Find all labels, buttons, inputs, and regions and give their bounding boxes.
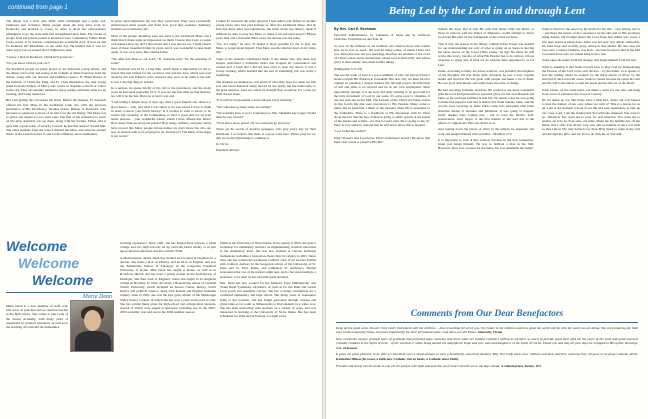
comment-text: Keep up the good work. You are truly God's instrument with the children. ...how rewarding for all of you. Our future is the children and how great the world will be with the work you are doing. You are preparing the little ones in this temporary home, but more importantly for their permanent home. God bless you all! Peace. [336, 326, 638, 335]
paragraph: The dinner was a most gala affair, with candlelight and a quiet, old-fashioned jazz orchestra. Many people made the long drive from St. Kentrick's and Kenrick to Carey, in order to show her extraordinary willingness to go the extra mile had strengthened their faith. The stories of people from his present parish at Rockford were competitive; Father Brian Carey, pastor at St. Patrick, contributed the wonderful story of how he and Fr. Kentrick left Mundelein on the same day. He limited that it was for other days), but we sensed that it might have been. [6, 19, 106, 53]
paragraph: Why? Doesn't Our Lord know Peter's intentions? Doesn't He know that Peter only wants to preserve His life? [334, 135, 430, 144]
left-column-2 [111, 19, 211, 237]
comment-item [336, 326, 638, 335]
right-column-1 [334, 27, 430, 305]
comment-author: Sincerely, Vivian [477, 330, 503, 335]
comment-author: J.G. of Kansas [336, 345, 358, 350]
right-column-2 [438, 27, 534, 305]
photo-figure-body [75, 331, 111, 352]
comment-item [336, 352, 638, 361]
scripture-quote: And casting down the pieces of silver in the temple, he departed: and went and hanged himself with an halter. - Matthew 27:5 [438, 127, 534, 136]
continued-tab: continued from page 1 [0, 0, 118, 16]
welcome-heading [4, 238, 116, 304]
paragraph: "It would be irresponsible to leave Mason every morning." [216, 98, 294, 103]
left-column-3 [216, 19, 316, 237]
comment-item [336, 337, 638, 350]
paragraph: "God forbid me, Satan!" [334, 129, 367, 134]
closing: In Christ, [216, 142, 229, 147]
marie-dean-photo [70, 300, 114, 352]
byline: By Rev. Carl E. Beckman [334, 27, 377, 31]
paragraph: Judas takes the halter from the donkey, and hangs himself from the tree. [542, 58, 637, 63]
paragraph: Marie Dean is a new member of staff, who will serve as principal and as classical teacher in the high school. She comes to Our Lady of the Snows Academy, with many years of experience in classical education, as well as in the teaching of Latin and the humanities. [6, 304, 68, 330]
paragraph: Some of the students contributed music to the dinner also. Our three best singers performed a Palestrina motet that stopped all conversation and caused such a hush that I did not dare even to clear my throat. It was a lovely evening, which seemed like the end of something, but was really a beginning. [216, 56, 316, 78]
comment-author: Katherine Hilton (In sweet, a faith now Catholic, but in heart, a Catholic since birth) [336, 356, 459, 361]
paragraph: "If we had a show period off, we could just go and pray." [216, 121, 292, 126]
paragraph: It is important to look at this version, because in the new translation, Judas just hangs himself. He was so brilliant a man in the film. However, there was a reason for the halter. Do you remember the name? [438, 137, 534, 151]
left-column-4 [120, 241, 216, 414]
scripture-reference: (Philippians 3:17-19) [334, 66, 363, 71]
paragraph: teaching experience. Since 1991, she has helped three schools, a small college and two high schools, set up curricula based wholly or in part upon classical education and the Catholic Faith. [120, 241, 216, 254]
paragraph: A Midwesterner, Marie Dean has studied and worked in England for a decade. She holds a B.A. in History, and an M.A. in English, and was the Emmerdale Fellow in Theology in the Gregorian Pontifical University of Rome. Miss Dean has taught at Rome, as well as in Rockford, Illinois and has been a parish worker in the Archdiocese of Dubuque. She then went to England, where she taught in an Anglican college in Bromley. In 1995, she made a Benedictine retreat at Cardinal Stritch University, which included an honors course, history, world history and political science, along with Roman and English twentieth century. After in 2001, she was the first great winner of the Mississippi Valley Poetry Contest, in which she has won a prize in the past as well. She has written many plays for high-school and college-level students, several of which were staged at herbooks, including two in the 2002-2003 academic year and one in the 2004 summer season. [120, 255, 216, 315]
paragraph: 1980s at the University of Notre Dame. In the spring of 2003, she gave a workshop for elementary teachers on implementing classical education at the elementary level. She has also assisted at various instituted institutions, including a Gregorian chant choir in Calgary in 2001. Since then, she has written the traditional Catholic view of art and the Psalms with Catholic Authors in the Gregorian schola of the University of St. Peter and St. Paul, Rome, and published. St. Anthony's, Marian pronounced her one of the nation's eight best, and to her great feelings, a professor, to be used by her eleventh grade students. [220, 241, 316, 279]
paragraph: This is why the season in the liturgy coming before Easter was needed for our understanding not only of what is going on as Satan is moving his chess pieces on the board ('little satans,' he lays his hand, he still works this way!), but also of what His Passion has to do with us. Of our response, to grasp and, if what we do with the time appointed to us for Lent. [438, 41, 534, 67]
comments-heading: Comments from Our Dear Benefactors [410, 309, 564, 319]
paragraph: But I am getting the cart before the horse. Before the banquet, Fr. Kentrick offered his first Mass in the traditional Latin rite, with the gracious permission of His Excellency, Thomas Doran, Bishop of Rockford, who has been so generous to those of us who love the old liturgy. The Mass was so grave and august as you could want. The first of his ordination to serve on the altar, Kentrick was up there, along with his brother. Father said it gave him a great sense of security to know he had that support around him. The older students from the school chanted the Mass, and sang the ancient music of the Church before it, and for the Offertory and Communion, [6, 98, 106, 137]
paragraph: The second week of Lent is a good reminder of why our beloved Savior heads towards His Passion in Jerusalem. But also why we must be ever vigilant in pursuing a deeper interior life through prayer, mortification of self and alms to be revived and be in our own redemption. Most importantly, though, it is our holy and daily wanting to be good and for the holy movement of God in our souls. It's quite easy to visualize, if one has seen the recent film, The Passion of the Christ, the many events in Our Lord's life that were precursors to His Passion. Many come to mind, but in particular I think of the moment when He is presented to the Sanhedrin. There is a flashback to His discussion with St. Peter about the fact that the Son of Man is going to suffer greatly at the hands of the priests and scribes—for that is God's plan. He is going to die. St. Peter is very quick to respond that he will never allow this to happen. [334, 72, 430, 128]
paragraph: in parts, unaccompanied: the way they sound best. They were profoundly embarrassed when people told them how good they sounded. Seminary students are notoriously shy. [111, 19, 211, 32]
paragraph: "I know a man in Rockford, I think he'll get me in." [6, 54, 75, 59]
comment-item [336, 364, 638, 368]
photo-figure-face [84, 310, 101, 331]
comments-divider [336, 322, 638, 323]
paragraph: Judas, according to many are-lower scholars, was probably the brightest of the disciples. He had many gifts. Probably he was a very capable leader and steward. He was great with people and knew a lot of them. He was good with money and really knew the price of things. [438, 68, 534, 86]
comment-author: A valued priest, Kenny, WY [500, 363, 542, 368]
right-page [326, 0, 648, 419]
paragraph: What is amazing is that Judas Iscariot tries to play God by manipulating the Passion of the Lord to his own devices – by the halter, so to speak, to lead the donkey where he wanted, by the thirty pieces of silver, by the betrayal of the Lord with a kiss. Judas is cursed because he opens his soul and his will to the Devil, so that his deeds and his life are of the Devil. [542, 64, 640, 86]
article-title: Being Led by the Lord in and through Lent [388, 5, 586, 17]
welcome-intro-column [6, 304, 68, 414]
welcome-title-2: Welcome [18, 255, 80, 271]
signature: Elizabeth Allhiser [216, 148, 240, 153]
paragraph: "Do you know even in your car?" [6, 60, 51, 65]
paragraph: Indeed, He does; that is why He calls him Satan. Only the Devil, or those in cahoots with the Prince of Darkness, would attempt to divert God from His plan for the redemption of the world in Christ. [438, 27, 534, 40]
scripture-quote: So you, on the loftiness of our holiness, and observe those who realize how we so love to, lead... We wait for many walks, of whom I have told you often (and now tell you weeping), that they are enemies of the cross of Christ; whose end is destruction; whose God is their belly; and whose glory is their shame; who mind earthly things. [334, 43, 430, 65]
paragraph: Most of the people attending were not used to the traditional Mass, but I think that it made quite an impression on them. I know that I saw a couple of hardened men cry, and I discovered that I was moved too. I hadn't heard most of these beautiful hymns in years, and it was wonderful to hear them again. It was, as it were, like coming home. [111, 33, 211, 55]
welcome-name: Marie Dean [82, 294, 112, 300]
paragraph: We Rockford people are justly proud of our dedicated young priests, and the dinner was lovely and seeing at all of them. A rather honed up from the homes, along with our beloved and humble-st pastor, Fr. Brian Bowes of the Institute of Christ the King, and Fr. Chris Henderson, the only young priest from the Fathers of Mercy who serves as chaplain to the Poor Clares in the city. They all certainly seemed to enjoy setting with their sister for an evening, and being treated as. [6, 67, 106, 97]
left-column-5 [220, 241, 316, 414]
welcome-title-3: Welcome [32, 272, 94, 288]
paragraph: These are the words of modern teenagers, who pray every day for their homeland. I do believe that there is a good work here. Please pray for us, that we do the right things to continue it. [216, 127, 316, 140]
paragraph: The students are making us a bit afraid of what they hope for when we first saw and heard Kentrick being moved by the Spirit, but the bathrooms, to his great surprise, were not where he thought they would be. It's a joke we shall always share. [216, 79, 316, 97]
paragraph: Jesus Christ, on the other hand, can make a curse for our sins, and hung from a tree of salvation: the Cross of Calvary. [542, 87, 640, 96]
paragraph: "We offer this Mass to our Lord," Fr. Kentrick said, "for the salvation of souls." [111, 56, 211, 65]
left-page [0, 0, 322, 419]
comment-text: Your newsletter always prompts tears of gratitude and profound hope, knowing that these souls are faithful Catholics willing to sacrifice so much to provide good their gifts all the years of the most and good and best Catholic children in the Spirit of Lent – of the world as I, while being denied the magnificent Pope and you, sons and daughters of the spirit of Christ. Thank you and may all your days be wrapped in His gentle blessings. [336, 337, 638, 346]
paragraph: Do we desire no cry, like Judas, have a little kiss, where our own halters to lead the donkey of our own, where we wish it? This is a lesson for us all. Lent is the moment to look at our life and seek repentance, to take up our cross. Lord, I am the donkey that You will take wherever You want to go. Whatever You want me to pray for and wherever You want me to endure, let it be for Your sake, not mine. Make me my humble day off the halter, that I offer You all my very own sins as humble as the Lord wills so that I know My only desire is for Your Holy Spirit to reign in my soul and through my gifts, and for You to do with me as You will. [542, 98, 640, 136]
paragraph: "I am telling a simple story of days ago with a good friend's son, there is a good lesson – who, and what I was about to do was round. I have to think in order to know your lunch history? Is it normal to want to know, to be vested and receiving of the Communion, to have a good deal for an even better purpose – your wonderful friend, whom I have offered this Mass? How many bishops and good priests? How many ordinary, everyday saints have proved this Mass: people whose names we don't know but who are now in heaven with God, praying for us. Tomorrow? The Mass of the Ages is not weird." [111, 100, 211, 139]
paragraph: Judas is driven to the desert by his devils for his sins – very telling, isn't it – and there the terrors of his conscience by his sins just as His goodness being denied, He brought ahead the Lord Jesus had ridden into town, a few days before is being done. Judas was not only very small, a thin man, his false hope and worldly glory, sitting in that shelter. He also sees his own soul; a ruined, faithless, lost man – because he knows that in the Old Covenant those who are cursed hang from a tree. [542, 27, 640, 57]
welcome-title-1: Welcome [6, 238, 68, 254]
welcome-divider [6, 292, 112, 293]
byline-affiliation: Parochial Administrator, St. Catherine of Siena and St. Ambrose Churches, Prophetstown and Erie, IL [334, 33, 430, 42]
paragraph: "We wouldn't have to go to Confession to Mrs. Sheffield any longer. Would there be any reason?" [216, 110, 316, 120]
right-column-3 [542, 27, 640, 305]
paragraph: Mrs. Kentrick was ill for a long time, which made it impossible for her to travel. She had written for the occasion, and sent her love, which was read aloud by her son. Father's voice wavered only once as he came to the end. It was a moving thing to behold. [111, 67, 211, 84]
paragraph: I asked Fr. Kentrick the same question I had asked your fathers at another young priest who had paid homage to offer the traditional Mass. Did he find that these rules and regulations, the ritual detail, the rubrics, made it difficult for him to pray the Mass, to make it his personal prayer? Fifteen years later and a thousand miles away, his answer was the same. [216, 19, 316, 40]
paragraph: "No, not really," he said. "It makes it more possible for me to pray the Mass, to forget about myself. That Mass was the shortest hour of my entire life." [216, 42, 316, 55]
paragraph: In a sermon, he spoke briefly of his call to the priesthood, and the many years he had spent preparing for it. It was not the first time we had heard it, nor will it be the last. But now at last it was real. [111, 85, 211, 99]
paragraph: He had one huge problem, however. He wanted to see these wonderful gifts the Lord had given him for personal glory, for his own Messiah and fame, so he could get fulfilled in this life. No matter what, he was going to make that happen! And that is almost did. Palm Sunday came, and the crowds were rejoicing as Jesus Christ came into Jerusalem with Palm branches shouts of hosanna and jubilation. It was going to happen: Judas' dreams were coming true – but so were the Devil's. Self-preservation, don't forget, is the first instinct to the soul due to the effects of original sin. This was Judas' God. [438, 87, 534, 126]
paragraph: Mrs. Dean has also worked for the Midwest Pope Philharmonic and Youth Band Symphony Orchestra, as well as for the Ruth and Gloria Lyon youth and ensemble concert. She has a strong contribution for a combined elementary and high school. Her many years of experience bring to her position, and has taught personnel through courses and given talks as far south as Minneapolis to find students in a wider way. She has been interacting with teachers on a variety of ways, and was interested in learning at the University of Notre Dame. She has been scheduled for 2004 and in Edward, for eight years. [220, 280, 316, 319]
left-column-1 [6, 19, 106, 237]
paragraph: "We could just go there when we wanted." [216, 104, 273, 109]
comment-text: It gives me great pleasure to be able to contribute even a small amount to such a beautifully conceived ministry. May Our Lady bless your children and their teachers, and may they all grow to be great Catholic saints. [336, 352, 638, 357]
comments-section [336, 326, 638, 414]
comment-text: Friends God surely has his hand on you all. It's people with faith and zeal like yours that God will use in the days ahead. [336, 363, 501, 368]
